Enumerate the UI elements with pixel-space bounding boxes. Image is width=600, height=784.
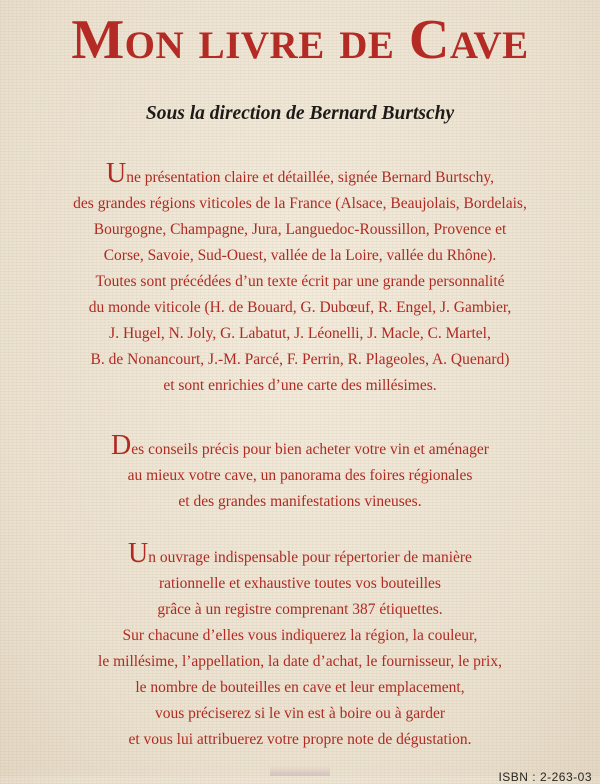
book-title: Mon livre de Cave <box>71 9 529 71</box>
paragraph-advice <box>10 432 590 515</box>
paragraph-line: Corse, Savoie, Sud-Ouest, vallée de la Loire, vallée du Rhône). <box>103 247 497 264</box>
paragraph-line: au mieux votre cave, un panorama des foires régionales <box>127 467 473 484</box>
paragraph-line: des grandes régions viticoles de la France (Alsace, Beaujolais, Bordelais, <box>73 195 527 212</box>
paragraph-line: J. Hugel, N. Joly, G. Labatut, J. Léonelli, J. Macle, C. Martel, <box>109 325 491 342</box>
drop-cap: D <box>111 430 132 461</box>
paragraph-line: Toutes sont précédées d’un texte écrit par une grande personnalité <box>95 273 505 290</box>
drop-cap: U <box>105 158 127 189</box>
paragraph-line: Sur chacune d’elles vous indiquerez la région, la couleur, <box>122 627 478 644</box>
paragraph-line: B. de Nonancourt, J.-M. Parcé, F. Perrin, R. Plageoles, A. Quenard) <box>90 351 510 368</box>
paragraph-line: du monde viticole (H. de Bouard, G. Dubœuf, R. Engel, J. Gambier, <box>88 299 512 316</box>
paragraph-line: et sont enrichies d’une carte des millésimes. <box>163 377 437 394</box>
book-subtitle: Sous la direction de Bernard Burtschy <box>145 103 455 124</box>
paragraph-line: et des grandes manifestations vineuses. <box>178 493 422 510</box>
paragraph-line: Bourgogne, Champagne, Jura, Languedoc-Roussillon, Provence et <box>93 221 507 238</box>
paragraph-line: vous préciserez si le vin est à boire ou à garder <box>154 705 446 722</box>
paragraph-line: rationnelle et exhaustive toutes vos bouteilles <box>159 575 441 592</box>
paragraph-line: grâce à un registre comprenant 387 étiquettes. <box>157 601 443 618</box>
paragraph-line: le millésime, l’appellation, la date d’achat, le fournisseur, le prix, <box>98 653 502 670</box>
paragraph-register <box>10 540 590 753</box>
paragraph-regions <box>10 160 590 399</box>
paragraph-line: Des conseils précis pour bien acheter votre vin et aménager <box>111 430 489 461</box>
page-edge-mark <box>270 766 330 776</box>
isbn-text: ISBN : 2-263-03 <box>498 770 592 784</box>
paragraph-line: Un ouvrage indispensable pour répertorier de manière <box>128 538 472 569</box>
paragraph-line: Une présentation claire et détaillée, signée Bernard Burtschy, <box>105 158 495 189</box>
drop-cap: U <box>128 538 149 569</box>
paragraph-line: et vous lui attribuerez votre propre note de dégustation. <box>128 731 472 748</box>
paragraph-line: le nombre de bouteilles en cave et leur emplacement, <box>135 679 465 696</box>
